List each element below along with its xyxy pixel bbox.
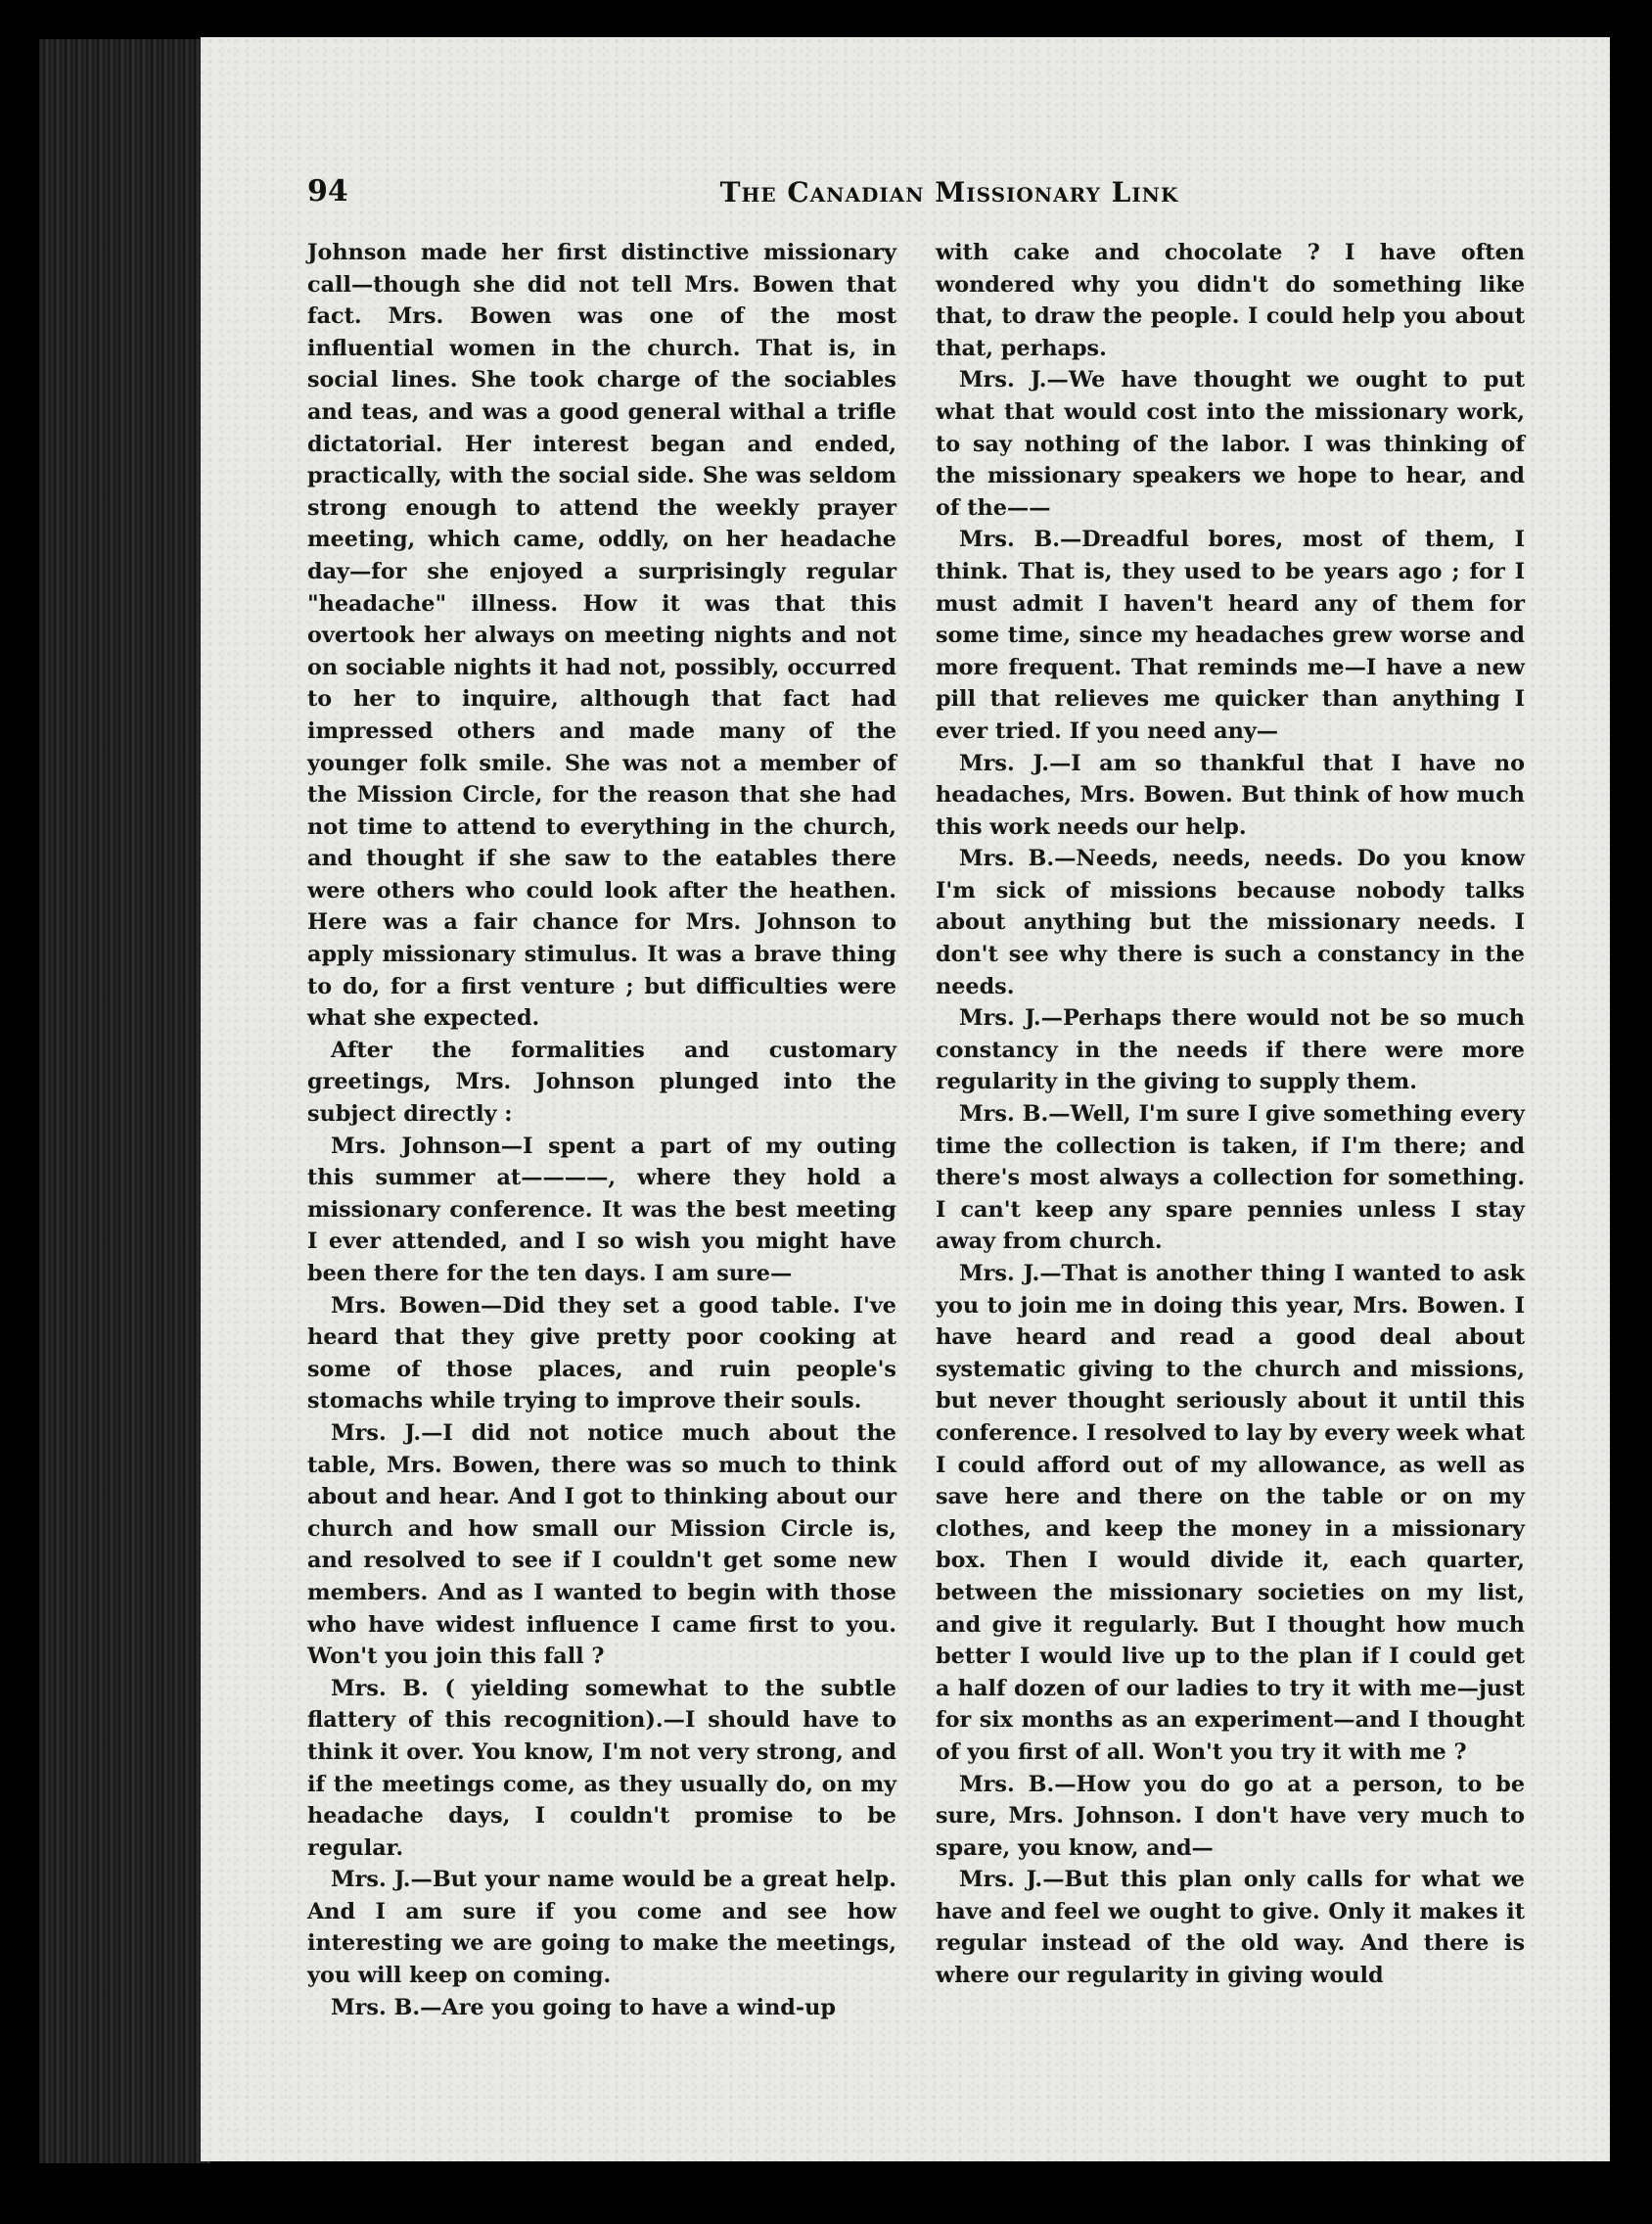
paragraph: Mrs. Johnson—I spent a part of my outing this summer at————, where they hold a missionary conference. It was the best meeting I ever attended, and I so wish you might have been there for the ten days. I am sure— bbox=[307, 1133, 896, 1286]
right-column bbox=[936, 237, 1525, 1992]
paragraph: with cake and chocolate ? I have often wondered why you didn't do something like that, to draw the people. I could help you about that, perhaps. bbox=[936, 240, 1525, 361]
paragraph: Mrs. J.—I am so thankful that I have no headaches, Mrs. Bowen. But think of how much this work needs our help. bbox=[936, 750, 1525, 840]
paragraph: Johnson made her first distinctive missionary call—though she did not tell Mrs. Bowen that fact. Mrs. Bowen was one of the most influential women in the church. That is, in social lines. She took charge of the sociables and teas, and was a good general withal a trifle dictatorial. Her interest began and ended, practically, with the social side. She was seldom strong enough to attend the weekly prayer meeting, which came, oddly, on her headache day—for she enjoyed a surprisingly regular "headache" illness. How it was that this overtook her always on meeting nights and not on sociable nights it had not, possibly, occurred to her to inquire, although that fact had impressed others and made many of the younger folk smile. She was not a member of the Mission Circle, for the reason that she had not time to attend to everything in the church, and thought if she saw to the eatables there were others who could look after the heathen. Here was a fair chance for Mrs. Johnson to apply missionary stimulus. It was a brave thing to do, for a first venture ; but difficulties were what she expected. bbox=[307, 240, 896, 1032]
paragraph: Mrs. B.—Dreadful bores, most of them, I think. That is, they used to be years ago ; for I must admit I haven't heard any of them for some time, since my headaches grew worse and more frequent. That reminds me—I have a new pill that relieves me quicker than anything I ever tried. If you need any— bbox=[936, 527, 1525, 744]
paragraph: Mrs. B. ( yielding somewhat to the subtle flattery of this recognition).—I should have to think it over. You know, I'm not very strong, and if the meetings come, as they usually do, on my headache days, I couldn't promise to be regular. bbox=[307, 1675, 896, 1861]
page-edge bbox=[1610, 29, 1652, 2183]
page-number: 94 bbox=[307, 174, 348, 208]
paragraph: Mrs. J.—But your name would be a great help. And I am sure if you come and see how interesting we are going to make the meetings, you will keep on coming. bbox=[307, 1867, 896, 1989]
paragraph: Mrs. J.—We have thought we ought to put what that would cost into the missionary work, to say nothing of the labor. I was thinking of the missionary speakers we hope to hear, and of the—— bbox=[936, 367, 1525, 521]
paragraph: Mrs. J.—But this plan only calls for what we have and feel we ought to give. Only it makes it regular instead of the old way. And there is where our regularity in giving would bbox=[936, 1867, 1525, 1989]
paragraph: After the formalities and customary greetings, Mrs. Johnson plunged into the subject directly : bbox=[307, 1037, 896, 1128]
paragraph: Mrs. J.—That is another thing I wanted to ask you to join me in doing this year, Mrs. Bowen. I have heard and read a good deal about systematic giving to the church and missions, but never thought seriously about it until this conference. I resolved to lay by every week what I could afford out of my allowance, as well as save here and there on the table or on my clothes, and keep the money in a missionary box. Then I would divide it, each quarter, between the missionary societies on my list, and give it regularly. But I thought how much better I would live up to the plan if I could get a half dozen of our ladies to try it with me—just for six months as an experiment—and I thought of you first of all. Won't you try it with me ? bbox=[936, 1261, 1525, 1765]
paragraph: Mrs. B.—How you do go at a person, to be sure, Mrs. Johnson. I don't have very much to spare, you know, and— bbox=[936, 1771, 1525, 1861]
book-spine bbox=[39, 39, 210, 2163]
paragraph: Mrs. Bowen—Did they set a good table. I've heard that they give pretty poor cooking at some of those places, and ruin people's stomachs while trying to improve their souls. bbox=[307, 1292, 896, 1414]
paragraph: Mrs. J.—I did not notice much about the table, Mrs. Bowen, there was so much to think about and hear. And I got to thinking about our church and how small our Mission Circle is, and resolved to see if I couldn't get some new members. And as I wanted to begin with those who have widest influence I came first to you. Won't you join this fall ? bbox=[307, 1419, 896, 1670]
paragraph: Mrs. B.—Needs, needs, needs. Do you know I'm sick of missions because nobody talks about anything but the missionary needs. I don't see why there is such a constancy in the needs. bbox=[936, 846, 1525, 999]
paragraph: Mrs. B.—Well, I'm sure I give something every time the collection is taken, if I'm there; and there's most always a collection for something. I can't keep any spare pennies unless I stay away from church. bbox=[936, 1101, 1525, 1255]
running-head: The Canadian Missionary Link bbox=[719, 176, 1179, 208]
paragraph: Mrs. B.—Are you going to have a wind-up bbox=[331, 1994, 836, 2020]
left-column bbox=[307, 237, 896, 2023]
paragraph: Mrs. J.—Perhaps there would not be so much constancy in the needs if there were more regularity in the giving to supply them. bbox=[936, 1005, 1525, 1095]
